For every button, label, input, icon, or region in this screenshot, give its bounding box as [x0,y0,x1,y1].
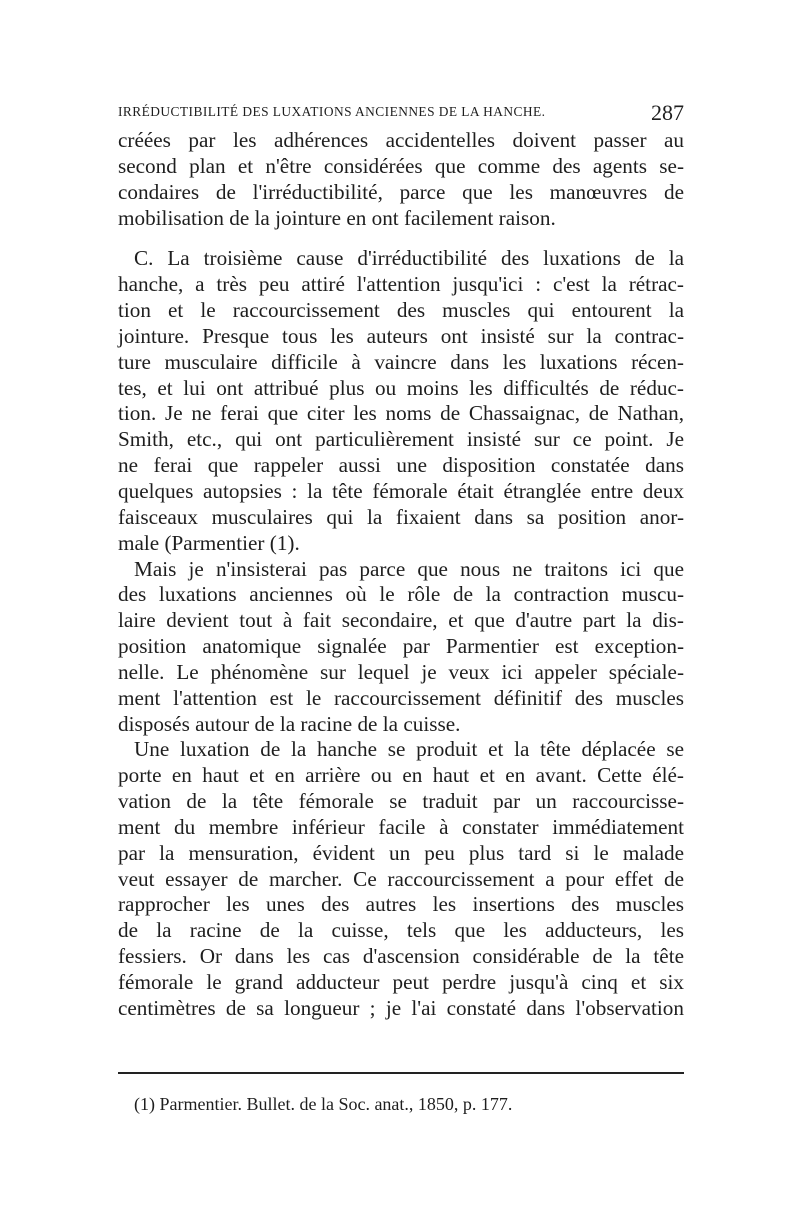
footnote-divider [118,1072,684,1074]
text-line: centimètres de sa longueur ; je l'ai constaté dans l'observation [118,995,684,1020]
text-line: porte en haut et en arrière ou en haut et en avant. Cette élé- [118,763,684,788]
text-line: mobilisation de la jointure en ont facilement raison. [118,205,556,230]
paragraph [118,246,684,556]
text-line: tion et le raccourcissement des muscles qui entourent la [118,298,684,323]
text-line: position anatomique signalée par Parmentier est exception- [118,634,684,659]
text-line: jointure. Presque tous les auteurs ont insisté sur la contrac- [118,323,684,348]
text-line: ne ferai que rappeler aussi une disposition constatée dans [118,453,684,478]
text-line: vation de la tête fémorale se traduit par un raccourcisse- [118,789,684,814]
text-line: Mais je n'insisterai pas parce que nous ne traitons ici que [134,556,684,581]
text-line: disposés autour de la racine de la cuisse. [118,711,461,736]
text-line: nelle. Le phénomène sur lequel je veux ici appeler spéciale- [118,659,684,684]
text-line: Smith, etc., qui ont particulièrement insisté sur ce point. Je [118,427,684,452]
text-line: condaires de l'irréductibilité, parce que les manœuvres de [118,179,684,204]
text-line: veut essayer de marcher. Ce raccourcissement a pour effet de [118,866,684,891]
text-line: ture musculaire difficile à vaincre dans les luxations récen- [118,349,684,374]
text-line: tion. Je ne ferai que citer les noms de Chassaignac, de Nathan, [118,401,684,426]
text-line: quelques autopsies : la tête fémorale était étranglée entre deux [118,478,684,503]
footnote: (1) Parmentier. Bullet. de la Soc. anat., 1850, p. 177. [134,1094,513,1114]
paragraph-gap [118,231,684,246]
paragraph [118,737,684,1021]
text-line: par la mensuration, évident un peu plus tard si le malade [118,840,684,865]
text-line: C. La troisième cause d'irréductibilité des luxations de la [134,246,684,271]
text-line: male (Parmentier (1). [118,530,300,555]
text-line: créées par les adhérences accidentelles doivent passer au [118,128,684,152]
text-line: ment l'attention est le raccourcissement définitif des muscles [118,685,684,710]
running-title: IRRÉDUCTIBILITÉ DES LUXATIONS ANCIENNES DE LA HANCHE. [118,104,546,119]
text-line: second plan et n'être considérées que comme des agents se- [118,153,684,178]
text-line: ment du membre inférieur facile à constater immédiatement [118,814,684,839]
text-line: Une luxation de la hanche se produit et la tête déplacée se [134,737,684,762]
text-line: des luxations anciennes où le rôle de la contraction muscu- [118,582,684,607]
paragraph [118,557,684,738]
text-line: fessiers. Or dans les cas d'ascension considérable de la tête [118,944,684,969]
text-line: de la racine de la cuisse, tels que les adducteurs, les [118,918,684,943]
body-text [118,128,684,1022]
page-number: 287 [651,100,684,125]
text-line: hanche, a très peu attiré l'attention jusqu'ici : c'est la rétrac- [118,272,684,297]
text-line: faisceaux musculaires qui la fixaient dans sa position anor- [118,504,684,529]
text-line: rapprocher les unes des autres les insertions des muscles [118,892,684,917]
paragraph [118,128,684,231]
text-line: fémorale le grand adducteur peut perdre jusqu'à cinq et six [118,970,684,994]
text-line: tes, et lui ont attribué plus ou moins les difficultés de réduc- [118,375,684,400]
text-line: laire devient tout à fait secondaire, et que d'autre part la dis- [118,608,684,633]
page-header [118,100,684,128]
